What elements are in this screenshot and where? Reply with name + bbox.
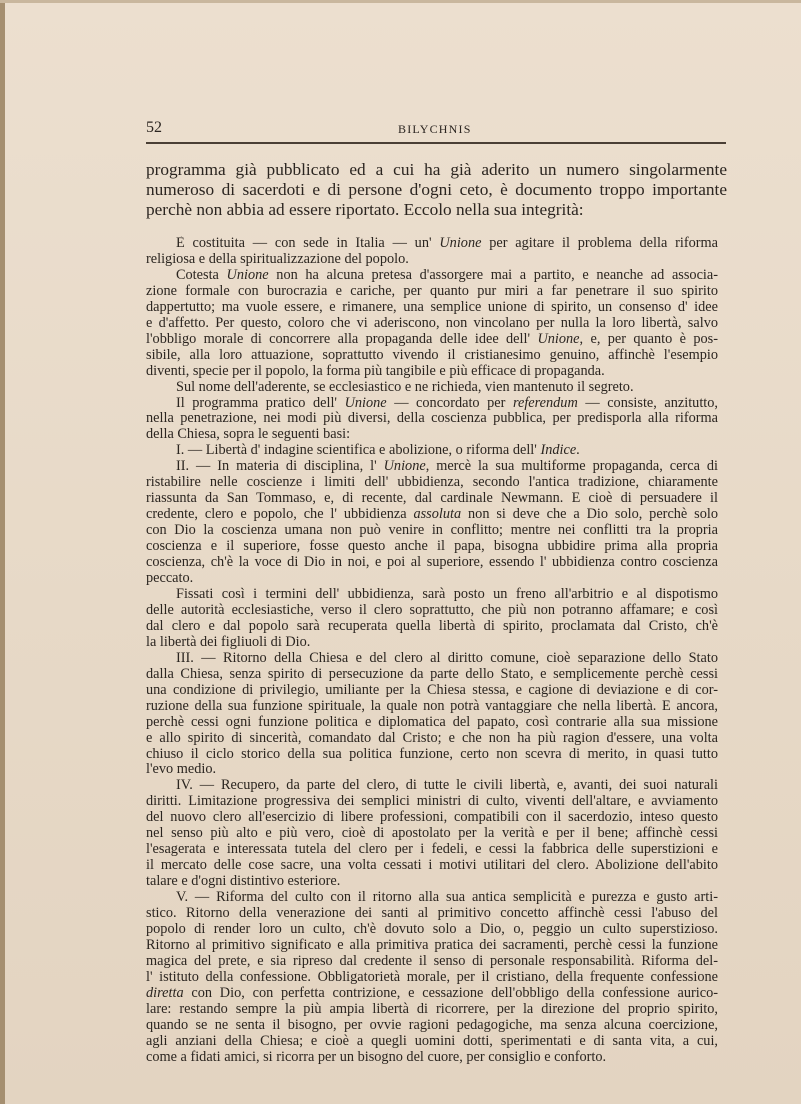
text-run: . bbox=[576, 443, 580, 459]
text-run: con Dio, con perfetta contrizione, e cessazione dell'obbligo della confessione aurico- bbox=[183, 985, 718, 1001]
text-line bbox=[146, 459, 718, 475]
text-line bbox=[146, 1002, 718, 1018]
text-line bbox=[146, 252, 718, 268]
text-line bbox=[146, 635, 718, 651]
italic-text: assoluta bbox=[413, 507, 462, 523]
text-line bbox=[146, 523, 718, 539]
text-line bbox=[146, 603, 718, 619]
text-line bbox=[146, 747, 718, 763]
text-run: Cotesta bbox=[176, 267, 227, 283]
text-run: del nuovo clero all'esercizio di libere professioni, compatibili con il sacerdozio, inteso questo bbox=[146, 810, 718, 826]
text-run: della Chiesa, sopra le seguenti basi: bbox=[146, 427, 351, 443]
text-run: V. — Riforma del culto con il ritorno alla sua antica semplicità e purezza e gusto arti- bbox=[176, 890, 718, 906]
header-rule bbox=[146, 142, 726, 144]
text-run: una condizione di privilegio, umiliante per la Chiesa stessa, e cagione di deviazione e di cor- bbox=[146, 682, 718, 698]
text-run: religiosa e della spiritualizzazione del popolo. bbox=[146, 251, 409, 267]
text-run: dalla Chiesa, senza spirito di persecuzione da parte dello Stato, e semplicemente perchè cessi bbox=[146, 666, 718, 682]
text-line bbox=[146, 396, 718, 412]
text-line bbox=[146, 555, 718, 571]
text-line bbox=[146, 970, 718, 986]
text-line bbox=[146, 986, 718, 1002]
text-run: dappertutto; ma vuole essere, e rimanere, una semplice unione di spirito, un consenso d' idee bbox=[146, 299, 718, 315]
text-line bbox=[146, 731, 718, 747]
text-line bbox=[146, 300, 718, 316]
text-line bbox=[146, 348, 718, 364]
text-run: nel senso più alto e più vero, cioè di apostolato per la verità e per il bene; affinchè cessi bbox=[146, 826, 718, 842]
text-run: ruzione della sua funzione spirituale, la quale non potrà vantaggiare che nella libertà. E ancora, bbox=[146, 698, 718, 714]
text-line bbox=[146, 364, 718, 380]
text-line bbox=[146, 651, 718, 667]
text-line bbox=[146, 587, 718, 603]
text-line bbox=[146, 699, 718, 715]
text-run: riassunta da San Tommaso, e, di recente, dal cardinale Newmann. E cioè di persuadere il bbox=[146, 491, 718, 507]
text-line bbox=[146, 683, 718, 699]
text-run: Fissati così i termini dell' ubbidienza, sarà posto un freno all'arbitrio e al dispotismo bbox=[176, 586, 718, 602]
italic-text: Indice bbox=[540, 443, 577, 459]
text-run: , e, per quanto è pos- bbox=[579, 331, 718, 347]
text-run: Sul nome dell'aderente, se ecclesiastico e ne richieda, vien mantenuto il segreto. bbox=[176, 379, 634, 395]
text-line bbox=[146, 1018, 718, 1034]
text-run: l' istituto della confessione. Obbligatorietà morale, per il cristiano, della frequente confessione bbox=[146, 969, 718, 985]
text-line bbox=[146, 938, 718, 954]
text-run: l'esagerata e interessata tutela del clero per i fedeli, e cessi la fabbrica delle superstizioni e bbox=[146, 842, 718, 858]
text-run: — consiste, anzitutto, bbox=[577, 395, 718, 411]
text-line bbox=[146, 411, 718, 427]
text-run: ristabilire nelle coscienze i limiti dell' ubbidienza, secondo l'antica tradizione, chiaramente bbox=[146, 475, 718, 491]
text-run: talare e d'ogni distintivo esteriore. bbox=[146, 874, 341, 890]
text-line bbox=[146, 571, 718, 587]
page-number: 52 bbox=[146, 119, 162, 136]
text-run: Il programma pratico dell' bbox=[176, 395, 345, 411]
text-run: IV. — Recupero, da parte del clero, di tutte le civili libertà, e, avanti, dei suoi naturali bbox=[176, 778, 718, 794]
text-run: Ritorno al primitivo significato e alla primitiva pratica dei sacramenti, perchè cessi la funzione bbox=[146, 937, 718, 953]
binding-edge bbox=[0, 0, 5, 1104]
text-run: nella penetrazione, nei modi più diversi, della coscienza pubblica, per predisporla alla riforma bbox=[146, 411, 718, 427]
text-line bbox=[146, 890, 718, 906]
italic-text: Unione bbox=[383, 459, 426, 475]
text-run: non si deve che a Dio solo, perchè solo bbox=[461, 507, 718, 523]
text-run: III. — Ritorno della Chiesa e del clero al diritto comune, cioè separazione dello Stato bbox=[176, 650, 718, 666]
intro-line: programma già pubblicato ed a cui ha già aderito un numero singolarmente bbox=[146, 160, 727, 179]
text-run: peccato. bbox=[146, 571, 194, 587]
text-line bbox=[146, 507, 718, 523]
italic-text: Unione bbox=[226, 267, 269, 283]
text-line bbox=[146, 874, 718, 890]
text-line bbox=[146, 778, 718, 794]
text-run: , mercè la sua multiforme propaganda, cerca di bbox=[425, 459, 718, 475]
text-line bbox=[146, 443, 718, 459]
text-run: sibile, alla loro attuazione, soprattutto vivendo il cristianesimo genuino, affinchè l'esempio bbox=[146, 347, 718, 363]
text-run: come a fidati amici, si ricorra per un bisogno del cuore, per consiglio e conforto. bbox=[146, 1049, 607, 1065]
running-head: BILYCHNIS bbox=[398, 122, 472, 136]
text-line bbox=[146, 954, 718, 970]
text-run: dal clero e dal popolo sarà recuperata quella libertà di spirito, proclamata dal Cristo, ch'è bbox=[146, 618, 718, 634]
text-run: la libertà dei figliuoli di Dio. bbox=[146, 634, 311, 650]
text-run: I. — Libertà d' indagine scientifica e abolizione, o riforma dell' bbox=[176, 443, 541, 459]
text-line bbox=[146, 826, 718, 842]
text-run: diritti. Limitazione progressiva dei semplici ministri di culto, viventi dell'altare, e avviamento bbox=[146, 794, 718, 810]
text-run: zione formale con burocrazia e cariche, per quanto pur miri a far penetrare il suo spirito bbox=[146, 283, 718, 299]
text-run: e allo spirito di sincerità, comandato dal Cristo; e che non ha più ragion d'essere, una volta bbox=[146, 730, 718, 746]
text-run: II. — In materia di disciplina, l' bbox=[176, 459, 384, 475]
italic-text: Unione bbox=[344, 395, 387, 411]
text-line bbox=[146, 332, 718, 348]
text-run: magica del prete, e sia ripreso dal credente il senso di personale responsabilità. Riforma del- bbox=[146, 953, 718, 969]
text-line bbox=[146, 810, 718, 826]
intro-line: perchè non abbia ad essere riportato. Eccolo nella sua integrità: bbox=[146, 200, 584, 219]
text-run: e d'affetto. Per questo, coloro che vi aderiscono, non vincolano per nulla la loro libertà, salvo bbox=[146, 315, 718, 331]
italic-text: diretta bbox=[146, 985, 184, 1001]
text-line bbox=[146, 667, 718, 683]
text-run: il mercato delle cose sacre, una volta cessati i motivi utilitari del clero. Abolizione dell'abito bbox=[146, 858, 718, 874]
text-line bbox=[146, 715, 718, 731]
text-run: lare: restando sempre la più ampia libertà di ricorrere, per la direzione del proprio spirito, bbox=[146, 1001, 718, 1017]
text-line bbox=[146, 858, 718, 874]
text-line bbox=[146, 794, 718, 810]
text-line bbox=[146, 842, 718, 858]
text-line bbox=[146, 762, 718, 778]
italic-text: Unione bbox=[439, 236, 482, 251]
page-header bbox=[146, 119, 726, 141]
text-line bbox=[146, 539, 718, 555]
text-run: chiuso il ciclo storico della sua politica funzione, certo non scevra di merito, in quasi tutto bbox=[146, 746, 718, 762]
intro-line: numeroso di sacerdoti e di persone d'ogni ceto, è documento troppo importante bbox=[146, 180, 727, 199]
text-run: — concordato per bbox=[386, 395, 513, 411]
program-text bbox=[146, 236, 718, 1066]
text-line bbox=[146, 491, 718, 507]
italic-text: referendum bbox=[512, 395, 578, 411]
text-run: l'obbligo morale di concorrere alla propaganda delle idee dell' bbox=[146, 331, 538, 347]
text-line bbox=[146, 316, 718, 332]
text-run: delle autorità ecclesiastiche, verso il clero soprattutto, che più non potranno affamare; e così bbox=[146, 602, 718, 618]
text-run: diventi, specie per il popolo, la forma più tangibile e più efficace di propaganda. bbox=[146, 363, 605, 379]
text-line bbox=[146, 475, 718, 491]
text-line bbox=[146, 619, 718, 635]
italic-text: Unione bbox=[537, 331, 580, 347]
text-line bbox=[146, 427, 718, 443]
text-run: coscienza e il superiore, fosse questo anche il papa, bisogna ubbidire prima alla propria bbox=[146, 539, 718, 555]
text-run: non ha alcuna pretesa d'assorgere mai a partito, e neanche ad associa- bbox=[268, 267, 718, 283]
intro-paragraph bbox=[146, 160, 727, 220]
text-run: coscienza, ch'è la voce di Dio in noi, e poi al superiore, essendo l' ubbidienza contro coscienza bbox=[146, 555, 718, 571]
text-line bbox=[146, 906, 718, 922]
text-run: per agitare il problema della riforma bbox=[481, 236, 718, 251]
text-line bbox=[146, 922, 718, 938]
text-line bbox=[146, 1050, 718, 1066]
text-run: perchè cessi ogni funzione politica e diplomatica del papato, così contrarie alla sua missione bbox=[146, 714, 718, 730]
text-run: con Dio la coscienza umana non può venire in conflitto; mentre nei conflitti tra la propria bbox=[146, 523, 718, 539]
text-run: popolo di render loro un culto, ch'è dovuto solo a Dio, o, peggio un culto superstizioso. bbox=[146, 921, 718, 937]
text-line bbox=[146, 236, 718, 252]
top-edge bbox=[0, 0, 801, 3]
text-run: credente, clero e popolo, che l' ubbidienza bbox=[146, 507, 414, 523]
text-run: stico. Ritorno della venerazione dei santi al primitivo concetto affinchè cessi l'abuso del bbox=[146, 906, 718, 922]
text-run: È costituita — con sede in Italia — un' bbox=[176, 236, 440, 251]
text-run: quando se ne senta il bisogno, per ovvie ragioni pedagogiche, ma senza alcuna coercizione, bbox=[146, 1017, 718, 1033]
text-line bbox=[146, 380, 718, 396]
text-line bbox=[146, 268, 718, 284]
text-run: l'evo medio. bbox=[146, 762, 217, 778]
text-line bbox=[146, 1034, 718, 1050]
text-run: agli anziani della Chiesa; e cioè a quegli uomini dotti, sperimentati e di santa vita, a cui, bbox=[146, 1033, 718, 1049]
text-line bbox=[146, 284, 718, 300]
